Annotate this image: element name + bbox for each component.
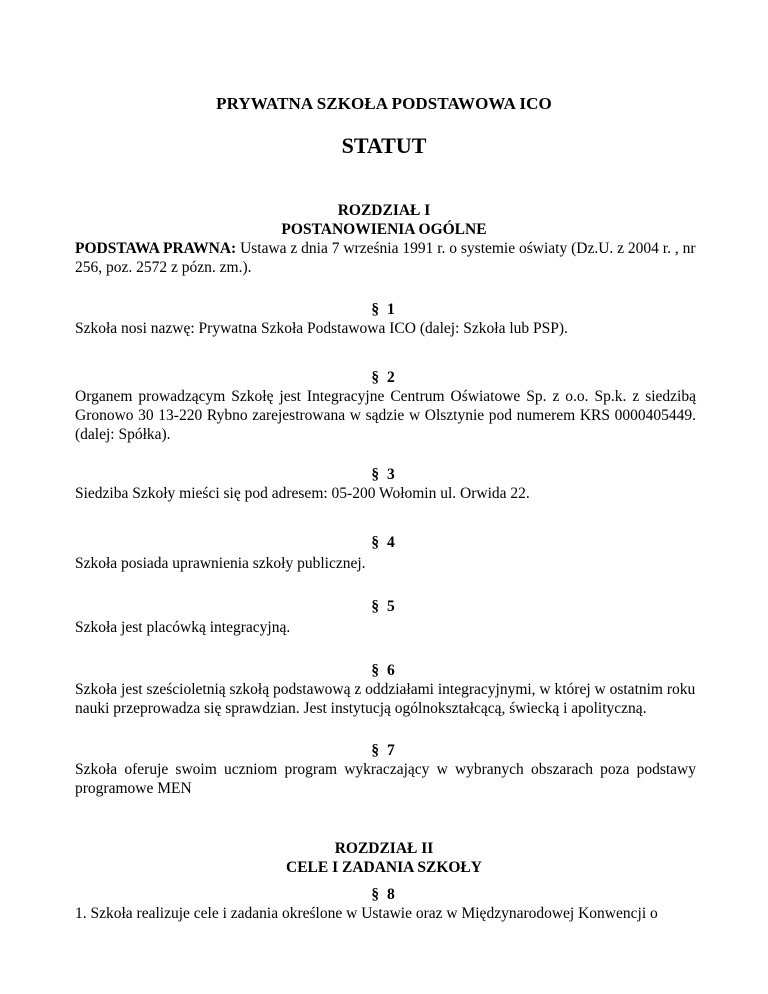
- section-6-text: Szkoła jest sześcioletnią szkołą podstawową z oddziałami integracyjnymi, w której w ostatnim roku nauki przeprowadza się sprawdzian. Jest instytucją ogólnokształcącą, świecką i apolityczną.: [75, 681, 696, 717]
- section-1-text: Szkoła nosi nazwę: Prywatna Szkoła Podstawowa ICO (dalej: Szkoła lub PSP).: [75, 320, 568, 337]
- legal-basis-text: Ustawa z dnia 7 września 1991 r. o systemie oświaty (Dz.U. z 2004 r. , nr 256, poz. 2572 z pózn. zm.).: [75, 240, 696, 276]
- chapter-1-title: POSTANOWIENIA OGÓLNE: [281, 221, 487, 238]
- section-5-mark: § 5: [371, 598, 397, 615]
- legal-basis-paragraph: [75, 239, 696, 277]
- section-4-text: Szkoła posiada uprawnienia szkoły publicznej.: [75, 555, 366, 572]
- section-3-text: Siedziba Szkoły mieści się pod adresem: 05-200 Wołomin ul. Orwida 22.: [75, 485, 530, 502]
- section-7-mark: § 7: [371, 742, 397, 759]
- section-5-text: Szkoła jest placówką integracyjną.: [75, 619, 291, 636]
- section-8-text: 1. Szkoła realizuje cele i zadania określone w Ustawie oraz w Międzynarodowej Konwencji o: [75, 905, 658, 922]
- chapter-2-number: ROZDZIAŁ II: [334, 840, 434, 857]
- section-2-text: Organem prowadzącym Szkołę jest Integracyjne Centrum Oświatowe Sp. z o.o. Sp.k. z siedzibą Gronowo 30 13-220 Rybno zarejestrowana w sądzie w Olsztynie pod numerem KRS 0000405449. (dalej: Spółka).: [75, 388, 696, 443]
- section-8-mark: § 8: [371, 886, 397, 903]
- section-4-mark: § 4: [371, 534, 397, 551]
- legal-basis-label: PODSTAWA PRAWNA:: [75, 240, 237, 257]
- section-2-mark: § 2: [371, 369, 397, 386]
- document-title: STATUT: [341, 133, 427, 158]
- section-6-mark: § 6: [371, 662, 397, 679]
- section-3-mark: § 3: [371, 466, 397, 483]
- school-name: PRYWATNA SZKOŁA PODSTAWOWA ICO: [216, 94, 552, 113]
- section-7-text: Szkoła oferuje swoim uczniom program wykraczający w wybranych obszarach poza podstawy programowe MEN: [75, 761, 696, 797]
- chapter-2-title: CELE I ZADANIA SZKOŁY: [286, 859, 482, 876]
- chapter-1-number: ROZDZIAŁ I: [337, 202, 431, 219]
- section-1-mark: § 1: [371, 301, 397, 318]
